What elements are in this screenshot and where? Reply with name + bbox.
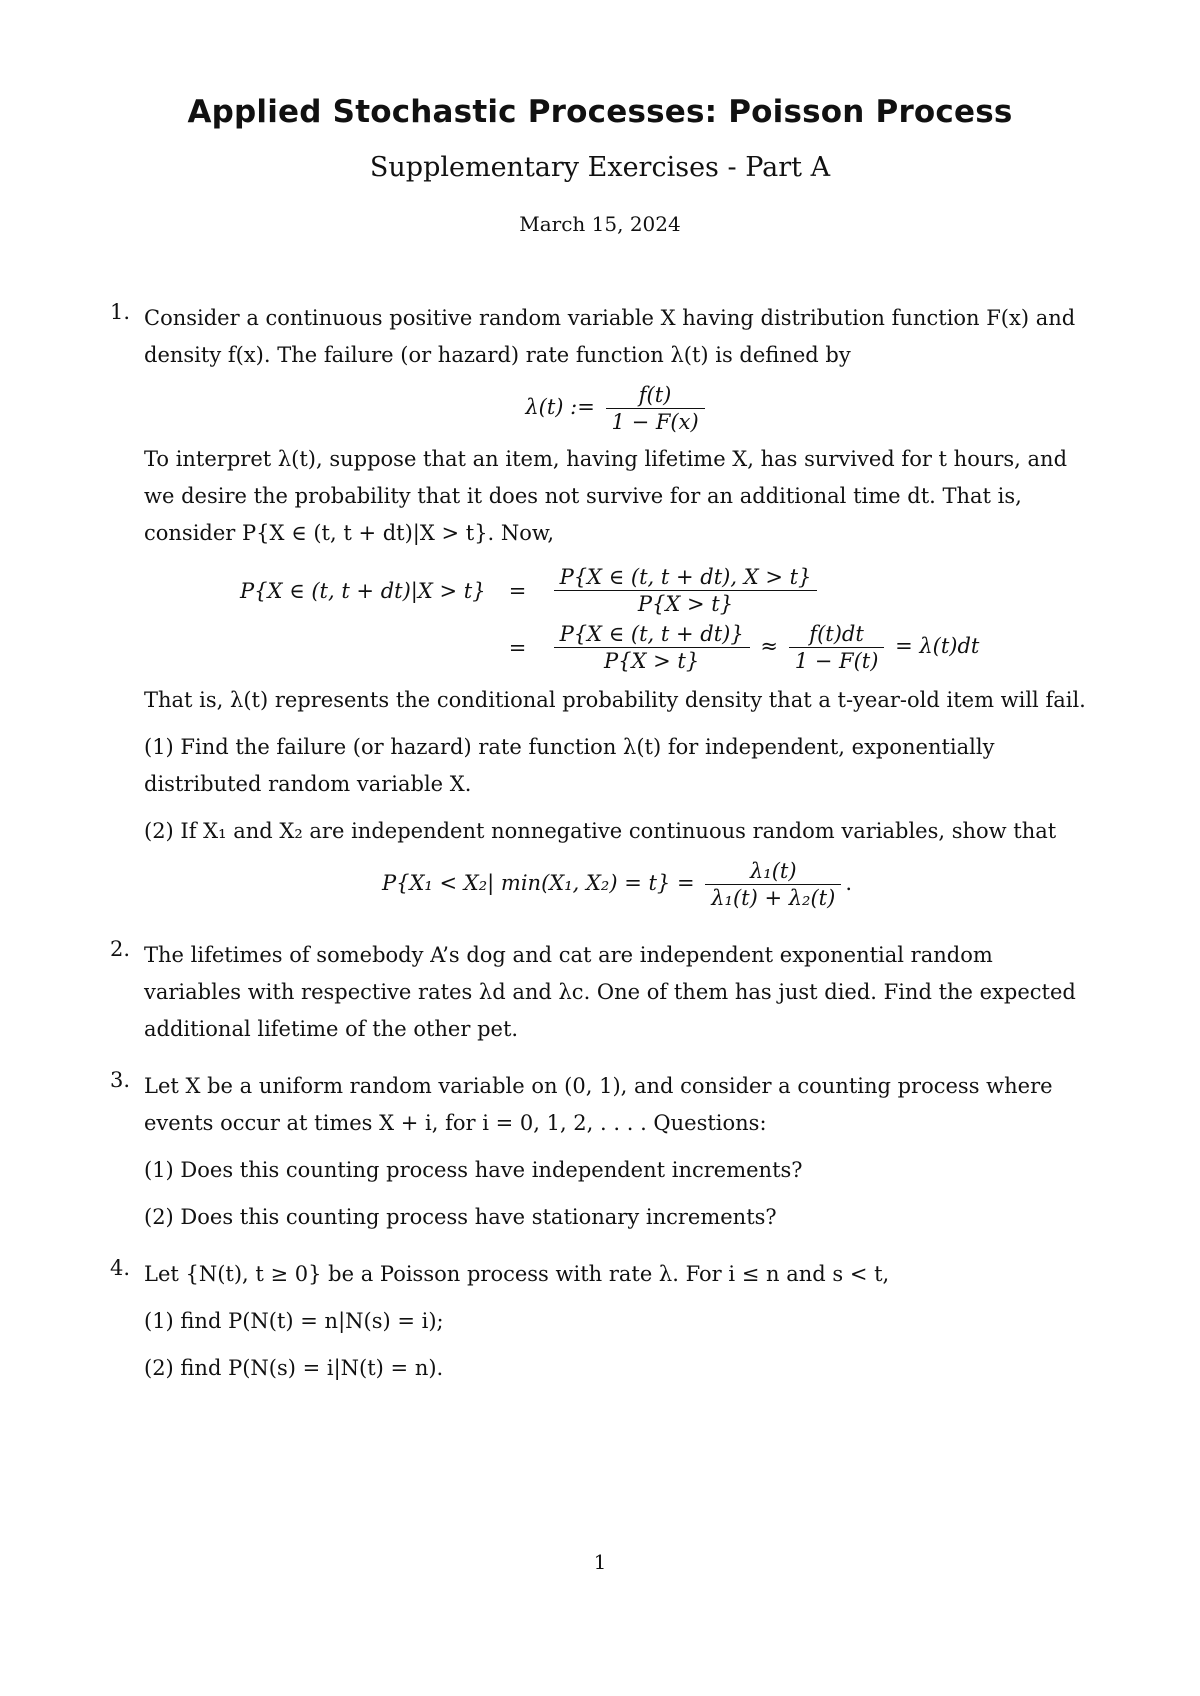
derivation-denominator-2: P{X > t}	[554, 647, 750, 674]
min-probability-equation	[144, 858, 1090, 911]
conditional-probability-derivation	[144, 562, 1090, 676]
show-fraction	[705, 858, 841, 911]
show-lhs: P{X₁ < X₂| min(X₁, X₂) = t} =	[381, 871, 695, 895]
derivation-lhs: P{X ∈ (t, t + dt)|X > t}	[240, 578, 486, 603]
approx-symbol: ≈	[760, 634, 778, 658]
hazard-definition-equation	[144, 382, 1090, 435]
definition-denominator: 1 − F(x)	[606, 408, 705, 435]
show-denominator: λ₁(t) + λ₂(t)	[705, 884, 841, 911]
derivation-equals-1: =	[508, 578, 527, 603]
problem-3-question-1: (1) Does this counting process have independent increments?	[144, 1158, 803, 1182]
problem-1-conclusion: That is, λ(t) represents the conditional probability density that a t-year-old item will fail.	[144, 688, 1086, 712]
problem-1	[110, 300, 1090, 911]
derivation-numerator-1: P{X ∈ (t, t + dt), X > t}	[559, 565, 812, 589]
problem-4	[110, 1256, 1090, 1387]
derivation-numerator-3: f(t)dt	[809, 622, 864, 646]
derivation-fraction-2	[554, 621, 750, 674]
derivation-fraction-3	[789, 621, 885, 674]
definition-lhs: λ(t) :=	[525, 395, 595, 419]
show-numerator: λ₁(t)	[750, 859, 797, 883]
derivation-denominator-3: 1 − F(t)	[789, 647, 885, 674]
problem-number: 1.	[110, 300, 131, 324]
problem-2-text: The lifetimes of somebody A’s dog and cat are independent exponential random variables with respective rates λd and λc. One of them has just died. Find the expected additional lifetime of the other pet.	[144, 943, 1076, 1041]
problem-3	[110, 1068, 1090, 1236]
problem-number: 3.	[110, 1068, 131, 1092]
document-date: March 15, 2024	[519, 212, 681, 236]
problem-2	[110, 937, 1090, 1048]
problem-number: 2.	[110, 937, 131, 961]
problem-4-question-2: (2) find P(N(s) = i|N(t) = n).	[144, 1356, 444, 1380]
problem-1-part-1: (1) Find the failure (or hazard) rate function λ(t) for independent, exponentially distributed random variable X.	[144, 735, 995, 796]
derivation-denominator-1: P{X > t}	[554, 590, 818, 617]
problem-3-question-2: (2) Does this counting process have stationary increments?	[144, 1205, 777, 1229]
derivation-fraction-1	[554, 564, 818, 617]
problem-3-text: Let X be a uniform random variable on (0, 1), and consider a counting process where events occur at times X + i, for i = 0, 1, 2, . . . . Questions:	[144, 1074, 1053, 1135]
derivation-equals-2: =	[508, 635, 527, 660]
document-title: Applied Stochastic Processes: Poisson Process	[187, 94, 1013, 130]
problem-4-question-1: (1) find P(N(t) = n|N(s) = i);	[144, 1309, 444, 1333]
document-subtitle: Supplementary Exercises - Part A	[369, 152, 831, 183]
derivation-result: = λ(t)dt	[895, 634, 980, 658]
page-number: 1	[593, 1550, 607, 1574]
problem-number: 4.	[110, 1256, 131, 1280]
definition-fraction	[606, 382, 705, 435]
problem-list	[110, 300, 1090, 1387]
problem-4-text: Let {N(t), t ≥ 0} be a Poisson process with rate λ. For i ≤ n and s < t,	[144, 1262, 890, 1286]
definition-numerator: f(t)	[638, 383, 672, 407]
derivation-numerator-2: P{X ∈ (t, t + dt)}	[559, 622, 744, 646]
problem-1-interpretation: To interpret λ(t), suppose that an item, having lifetime X, has survived for t hours, and we desire the probability that it does not survive for an additional time dt. That is, consider P{X ∈ (t, t + dt)|X > t}. Now,	[144, 447, 1068, 545]
show-period: .	[845, 871, 852, 895]
problem-1-part-2: (2) If X₁ and X₂ are independent nonnegative continuous random variables, show that	[144, 819, 1057, 843]
problem-1-intro: Consider a continuous positive random variable X having distribution function F(x) and density f(x). The failure (or hazard) rate function λ(t) is defined by	[144, 306, 1076, 367]
